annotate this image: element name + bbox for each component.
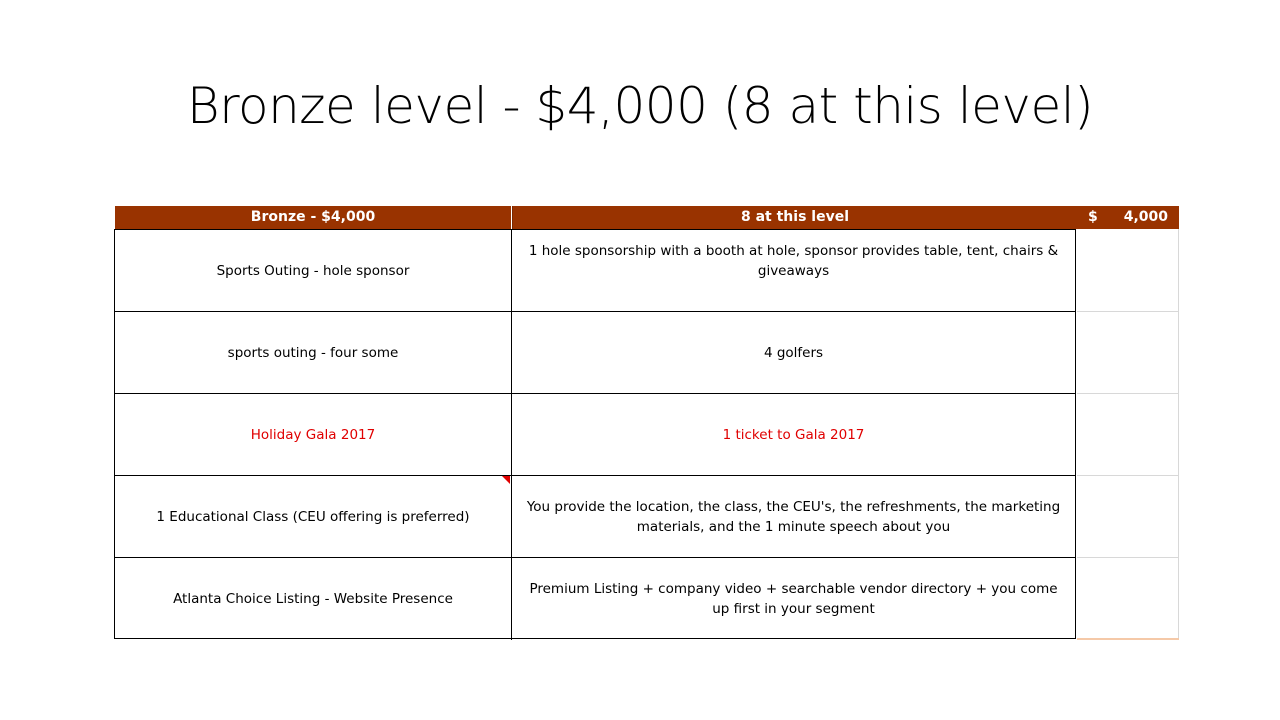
column-bottom-accent [1077, 638, 1179, 640]
row-description-text: 1 ticket to Gala 2017 [722, 426, 865, 443]
table-row [115, 230, 1075, 312]
row-item-cell: Atlanta Choice Listing - Website Presence [173, 591, 453, 607]
gridline [1077, 557, 1178, 558]
table-row [115, 476, 1075, 558]
row-description-text: Premium Listing + company video + searchable vendor directory + you come up first in your segment [529, 581, 1058, 617]
slide-title: Bronze level - $4,000 (8 at this level) [186, 77, 1094, 135]
amount-column [1077, 229, 1179, 639]
header-count-cell: 8 at this level [512, 206, 1077, 229]
header-amount-cell [1077, 206, 1179, 229]
table-row [115, 558, 1075, 640]
header-currency-symbol: $ [1088, 209, 1098, 225]
row-description-cell [511, 558, 1075, 640]
row-description-cell [511, 230, 1075, 311]
row-item-cell: sports outing - four some [227, 344, 399, 361]
row-description-cell [511, 394, 1075, 475]
row-item-cell: Sports Outing - hole sponsor [216, 262, 410, 279]
header-level-cell: Bronze - $4,000 [115, 206, 511, 229]
row-description-cell [511, 476, 1075, 557]
row-description-text: You provide the location, the class, the CEU's, the refreshments, the marketing materials, and the 1 minute speech about you [526, 498, 1061, 535]
row-description-text: 1 hole sponsorship with a booth at hole, sponsor provides table, tent, chairs & giveaways [528, 242, 1059, 279]
row-item-cell: Holiday Gala 2017 [250, 426, 376, 443]
sponsorship-table [114, 229, 1076, 639]
row-description-cell [511, 312, 1075, 393]
gridline [1077, 393, 1178, 394]
gridline [1077, 311, 1178, 312]
table-row [115, 312, 1075, 394]
table-row [115, 394, 1075, 476]
row-description-text: 4 golfers [763, 344, 824, 361]
row-item-cell: 1 Educational Class (CEU offering is preferred) [156, 508, 470, 525]
gridline [1077, 475, 1178, 476]
header-amount-value: 4,000 [1123, 209, 1168, 225]
